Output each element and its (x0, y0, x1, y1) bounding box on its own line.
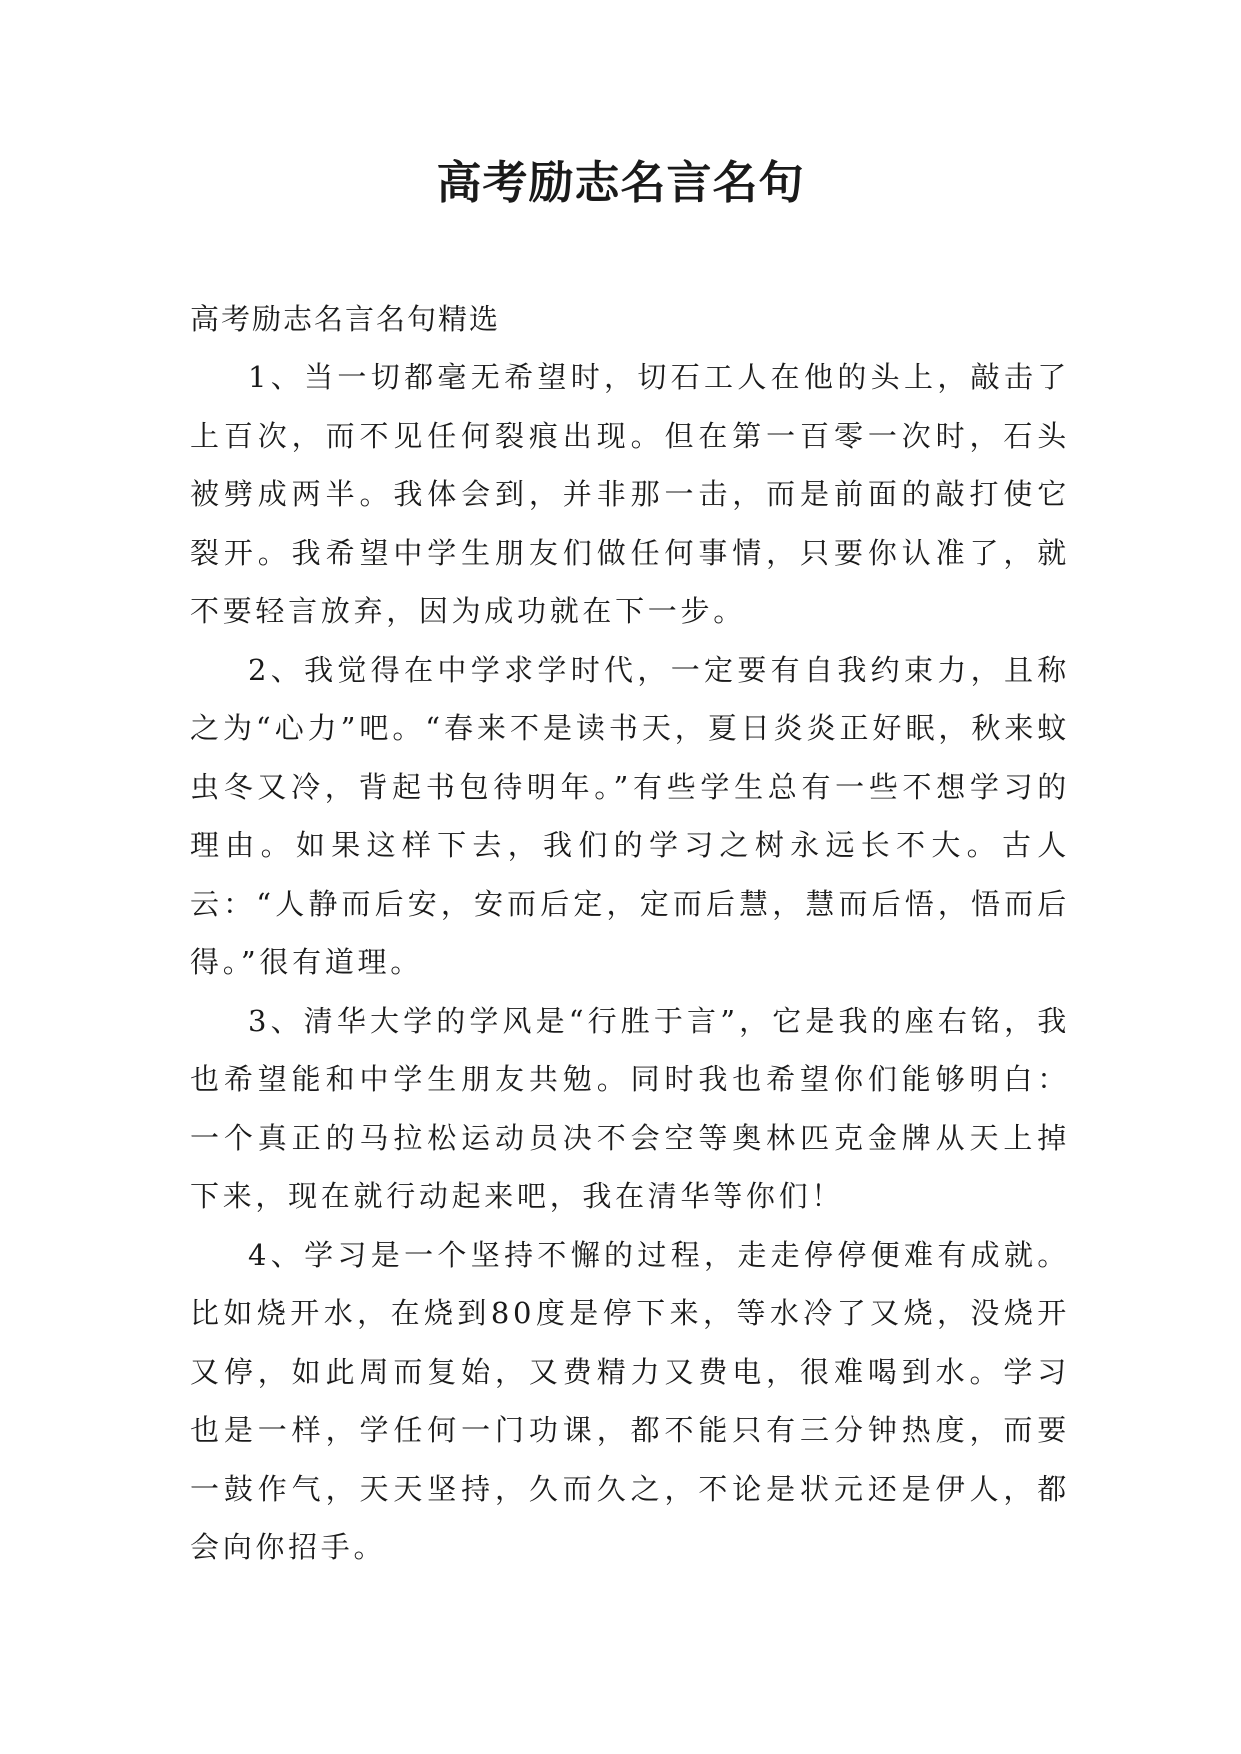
paragraph-3: 3、清华大学的学风是“行胜于言”，它是我的座右铭，我也希望能和中学生朋友共勉。同时我也希望你们能够明白：一个真正的马拉松运动员决不会空等奥林匹克金牌从天上掉下来，现在就行动起来吧，我在清华等你们！ (190, 1003, 1070, 1213)
document-body (190, 290, 1070, 1577)
paragraph-4: 4、学习是一个坚持不懈的过程，走走停停便难有成就。比如烧开水，在烧到80度是停下来，等水冷了又烧，没烧开又停，如此周而复始，又费精力又费电，很难喝到水。学习也是一样，学任何一门功课，都不能只有三分钟热度，而要一鼓作气，天天坚持，久而久之，不论是状元还是伊人，都会向你招手。 (190, 1237, 1070, 1564)
page-title: 高考励志名言名句 (436, 156, 805, 209)
paragraph-2: 2、我觉得在中学求学时代，一定要有自我约束力，且称之为“心力”吧。“春来不是读书天，夏日炎炎正好眠，秋来蚊虫冬又冷，背起书包待明年。”有些学生总有一些不想学习的理由。如果这样下去，我们的学习之树永远长不大。古人云：“人静而后安，安而后定，定而后慧，慧而后悟，悟而后得。”很有道理。 (190, 652, 1070, 979)
document-subtitle: 高考励志名言名句精选 (190, 302, 501, 336)
paragraph-1: 1、当一切都毫无希望时，切石工人在他的头上，敲击了上百次，而不见任何裂痕出现。但在第一百零一次时，石头被劈成两半。我体会到，并非那一击，而是前面的敲打使它裂开。我希望中学生朋友们做任何事情，只要你认准了，就不要轻言放弃，因为成功就在下一步。 (190, 360, 1070, 628)
